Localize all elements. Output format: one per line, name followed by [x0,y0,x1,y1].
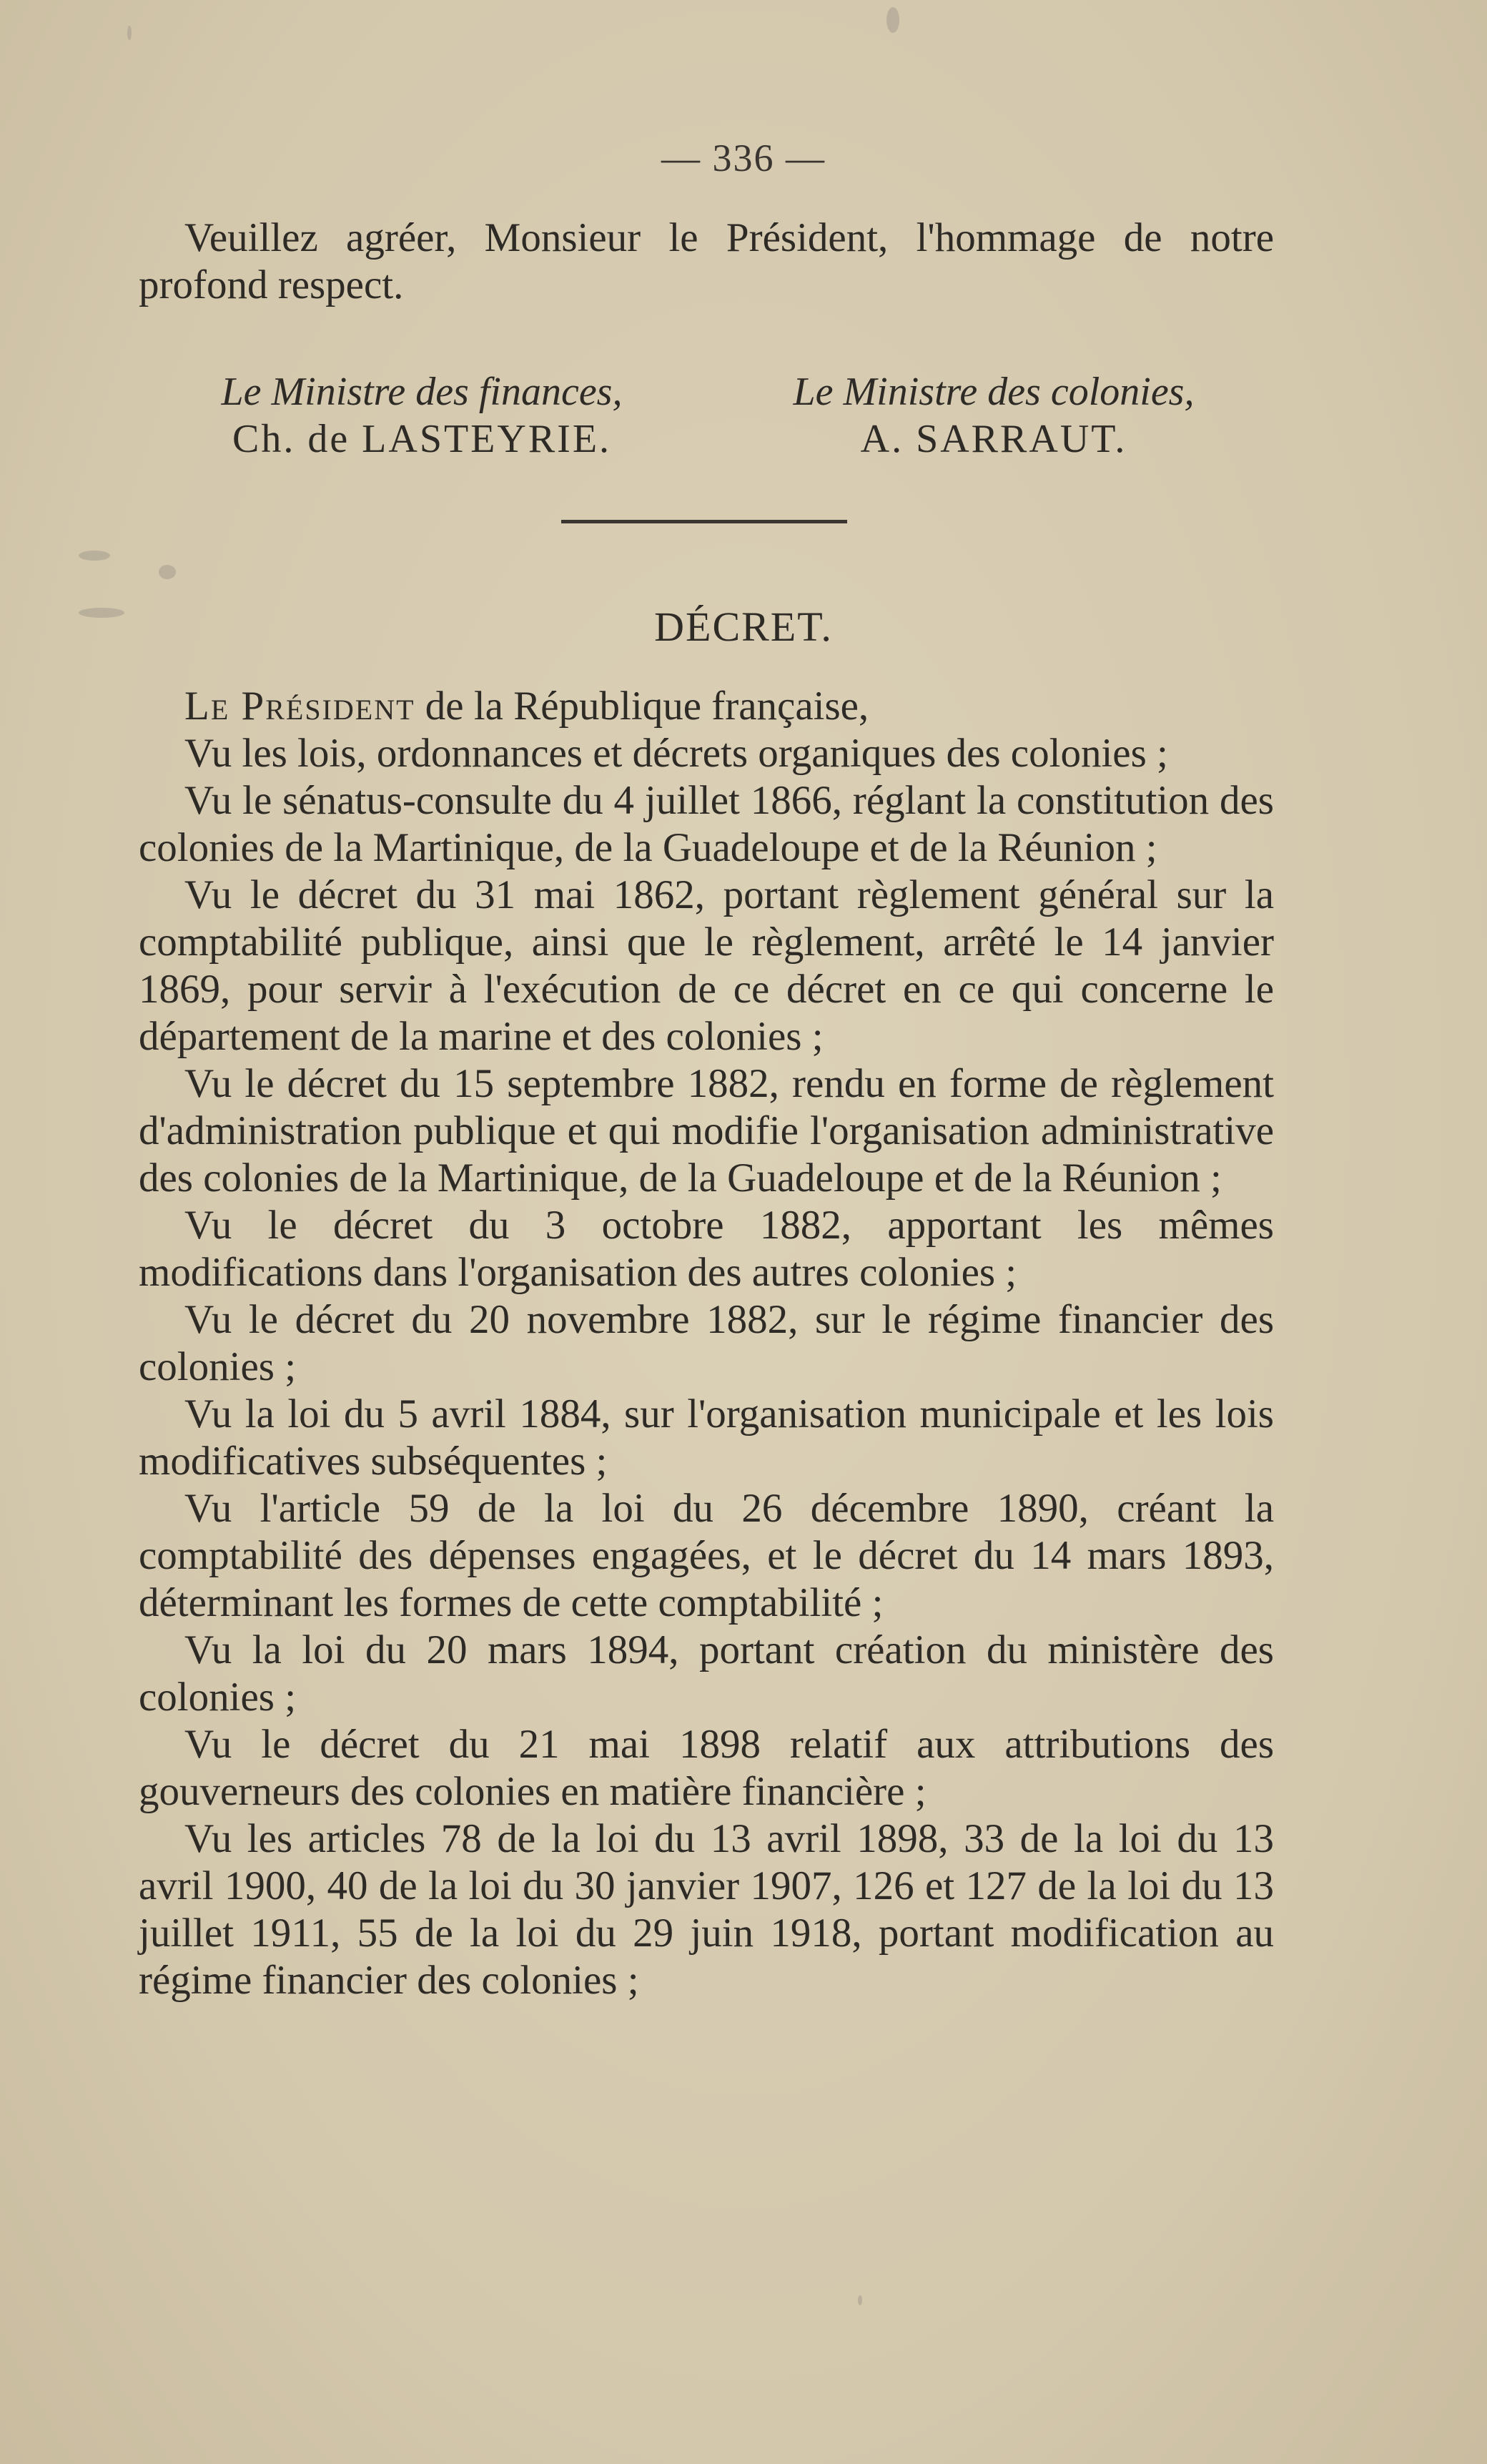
paper-speck [127,26,132,40]
signature-name: Ch. de LASTEYRIE. [232,417,612,461]
signature-role: Le Ministre des colonies, [793,370,1195,414]
considerant-paragraph: Vu la loi du 20 mars 1894, portant création du ministère des colonies ; [139,1627,1274,1720]
paper-speck [159,565,176,579]
signature-block [0,368,1487,475]
considerant-paragraph: Vu le décret du 20 novembre 1882, sur le régime financier des colonies ; [139,1297,1274,1389]
considerant-paragraph: Vu le décret du 21 mai 1898 relatif aux attributions des gouverneurs des colonies en matière financière ; [139,1722,1274,1814]
signature-role: Le Ministre des finances, [221,370,623,414]
considerant-paragraph: Vu le décret du 31 mai 1862, portant règlement général sur la comptabilité publique, ainsi que le règlement, arrêté le 14 janvier 1869, pour servir à l'exécution de ce décret en ce qui concerne le département de la marine et des colonies ; [139,872,1274,1059]
considerant-paragraph: Vu les lois, ordonnances et décrets organiques des colonies ; [184,731,1168,776]
preamble-rest: de la République française, [415,684,869,729]
decree-title: DÉCRET. [654,603,833,650]
page-number: — 336 — [661,137,826,179]
considerant-paragraph: Vu le décret du 15 septembre 1882, rendu en forme de règlement d'administration publique et qui modifie l'organisation administrative des colonies de la Martinique, de la Guadeloupe et de la Réunion ; [139,1061,1274,1201]
closing-text: Veuillez agréer, Monsieur le Président, l'hommage de notre profond respect. [139,215,1274,307]
closing-paragraph [139,215,1274,309]
considerant-paragraph: Vu l'article 59 de la loi du 26 décembre 1890, créant la comptabilité des dépenses engagées, et le décret du 14 mars 1893, déterminant les formes de cette comptabilité ; [139,1486,1274,1625]
preamble-lead: Le Président [184,684,415,729]
considerant-paragraph: Vu les articles 78 de la loi du 13 avril 1898, 33 de la loi du 13 avril 1900, 40 de la loi du 30 janvier 1907, 126 et 127 de la loi du 13 juillet 1911, 55 de la loi du 29 juin 1918, portant modification au régime financier des colonies ; [139,1816,1274,2003]
decree-body [139,683,1274,2004]
section-divider [561,520,847,523]
signature-colonies-minister [736,368,1251,463]
signature-finance-minister [164,368,679,463]
paper-speck [79,551,110,561]
paper-speck [886,7,899,33]
considerant-paragraph: Vu la loi du 5 avril 1884, sur l'organisation municipale et les lois modificatives subséquentes ; [139,1391,1274,1484]
preamble [139,683,1274,730]
signature-name: A. SARRAUT. [860,417,1127,461]
paper-speck [858,2295,862,2305]
considerant-paragraph: Vu le sénatus-consulte du 4 juillet 1866, réglant la constitution des colonies de la Martinique, de la Guadeloupe et de la Réunion ; [139,778,1274,870]
considerant-paragraph: Vu le décret du 3 octobre 1882, apportant les mêmes modifications dans l'organisation des autres colonies ; [139,1203,1274,1295]
